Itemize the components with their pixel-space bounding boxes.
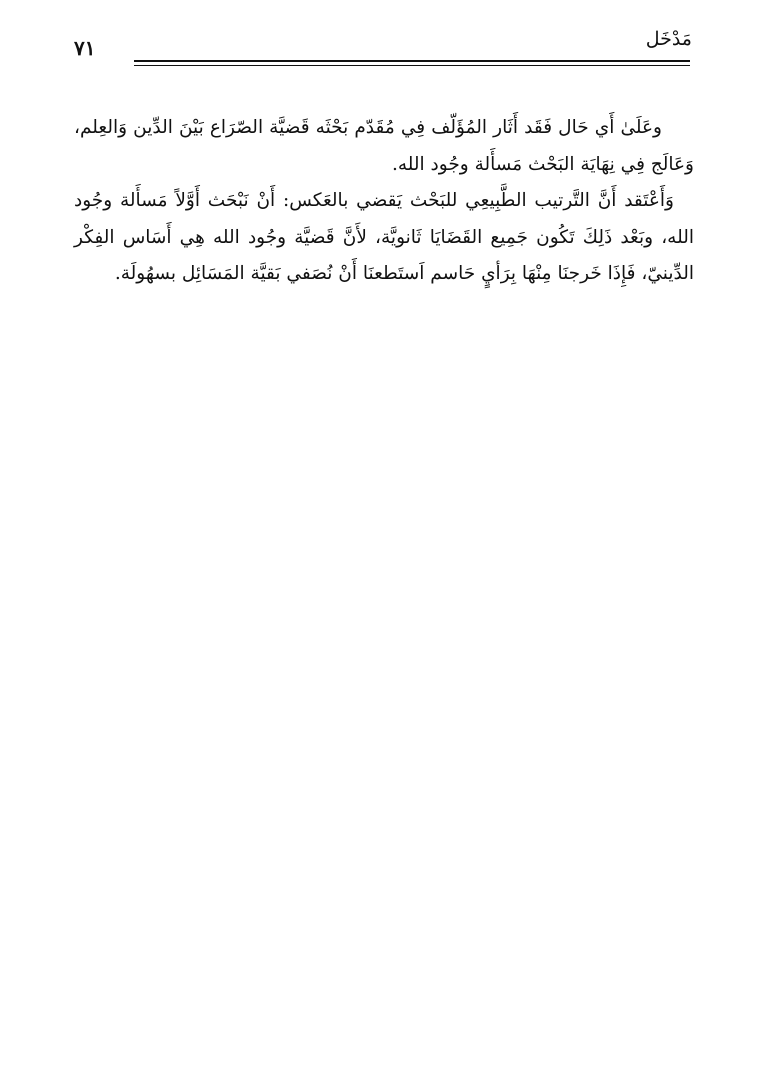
header-rule-thick (134, 60, 690, 62)
paragraph-2: وَأَعْتَقد أَنَّ التَّرتيب الطَّبِيعِي للبَحْث يَقضي بالعَكس: أَنْ نَبْحَث أَوَّلاً مَسأَلة وجُود الله، وبَعْد ذَلِكَ تَكُون جَمِيع القَضَايَا ثَانويَّة، لأَنَّ قَضيَّة وجُود الله هِي أَسَاس الفِكْر الدِّينيّ، فَإِذَا خَرجنَا مِنْهَا بِرَأيٍ حَاسم اَستَطعنَا أَنْ نُصَفي بَقيَّة المَسَائِل بسهُولَة. (74, 190, 694, 284)
page-number: ٧١ (74, 36, 96, 60)
running-title: مَدْخَل (645, 28, 692, 50)
body-text (74, 110, 694, 293)
page-header (72, 30, 692, 70)
header-rule-thin (134, 65, 690, 66)
paragraph-1: وعَلَىٰ أَي حَال فَقَد أَثَار المُؤَلّف فِي مُقَدّم بَحْثَه قَضيَّة الصّرَاع بَيْنَ الدِّين وَالعِلم، وَعَالَج فِي نِهَايَة البَحْث مَسأَلة وجُود الله. (74, 117, 694, 175)
